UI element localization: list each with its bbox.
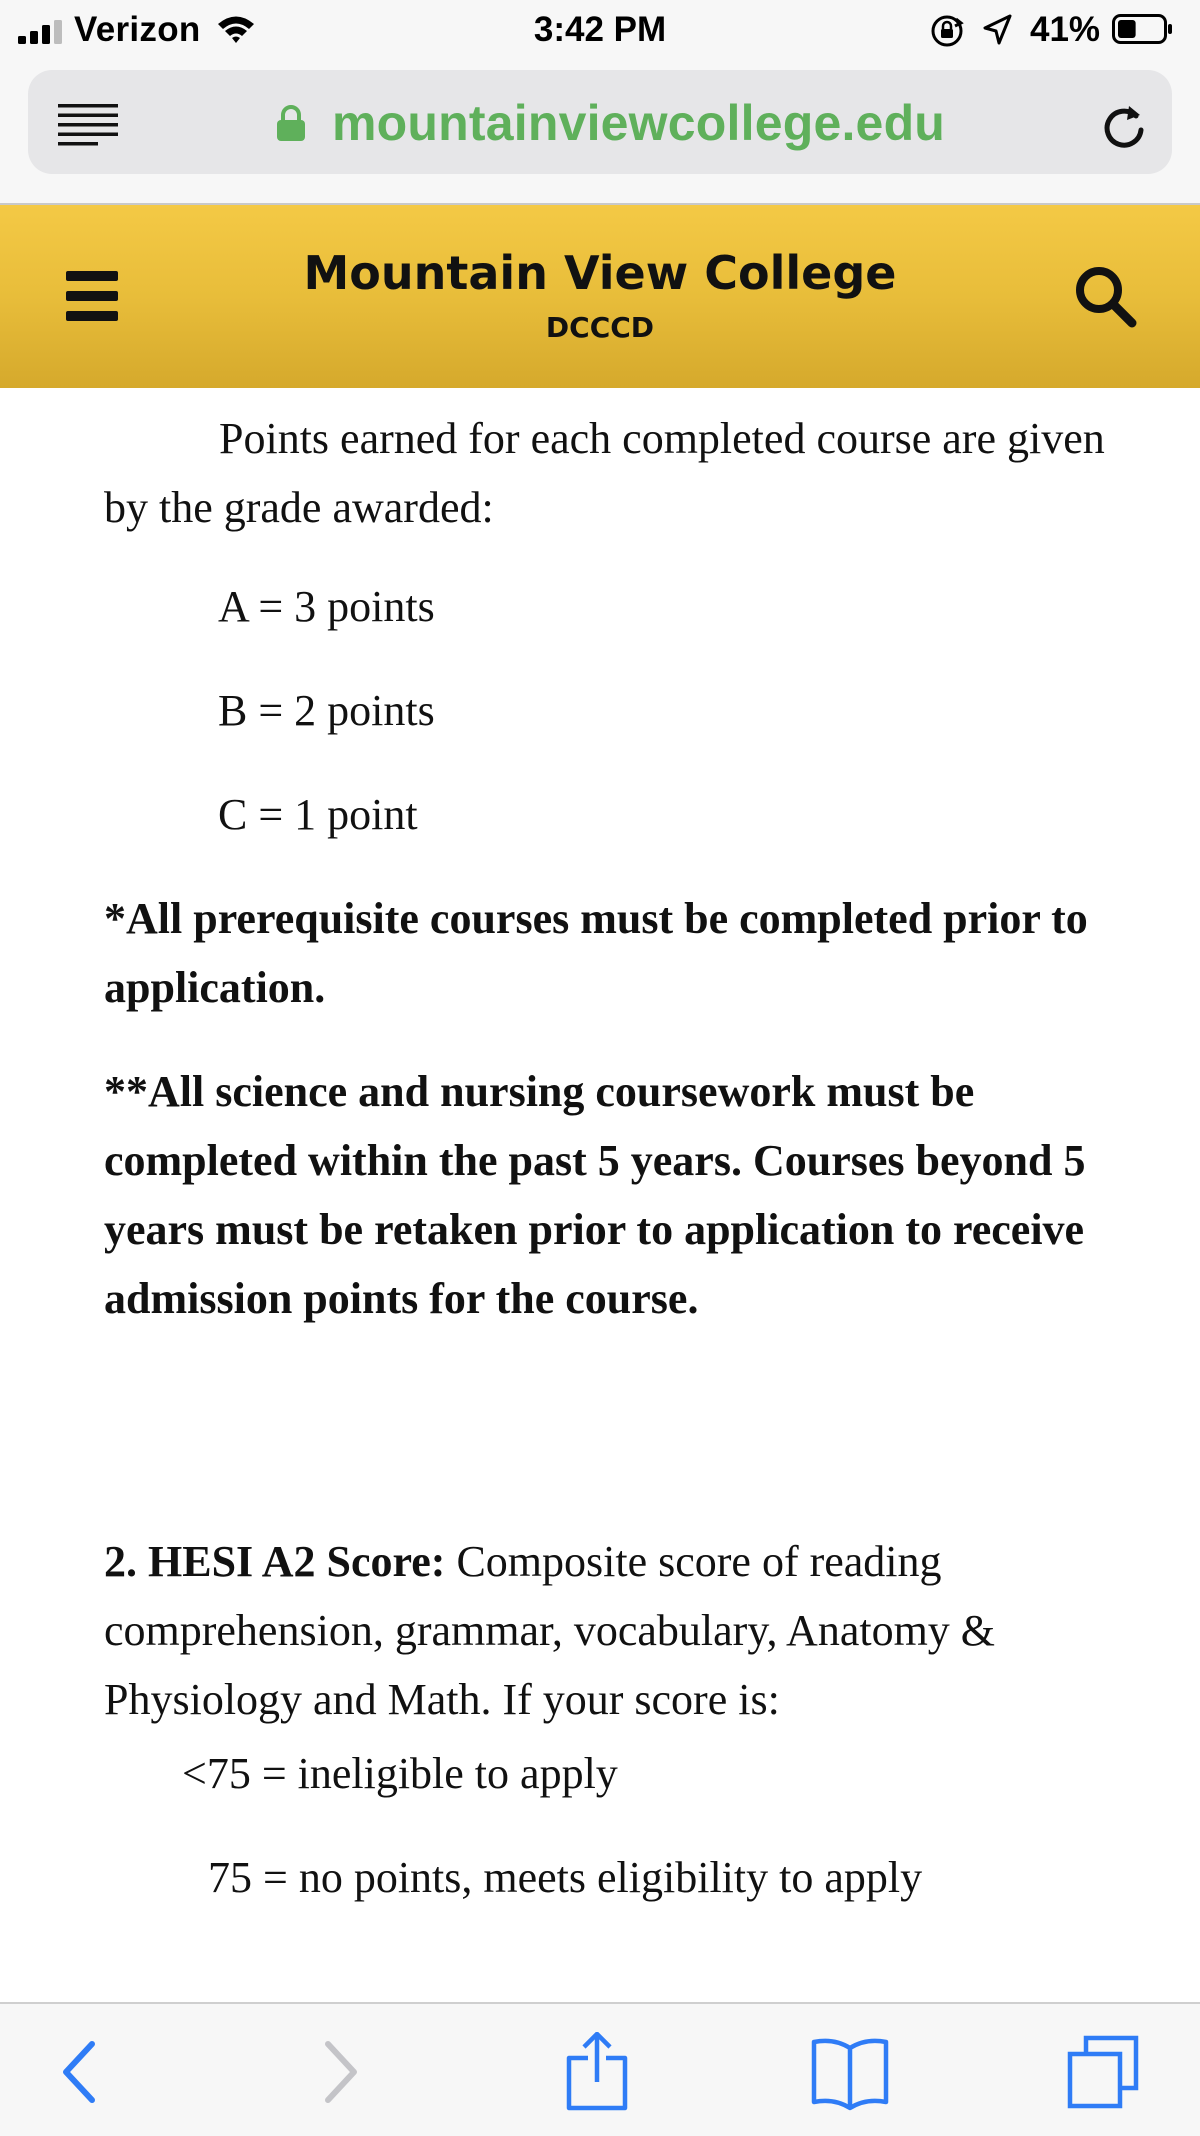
battery-icon bbox=[1112, 14, 1174, 44]
forward-chevron-icon[interactable] bbox=[320, 2032, 364, 2112]
browser-toolbar bbox=[0, 2002, 1200, 2136]
reload-icon[interactable] bbox=[1098, 100, 1150, 152]
location-arrow-icon bbox=[982, 14, 1012, 46]
science-coursework-note: **All science and nursing coursework must be completed within the past 5 years. Courses beyond 5 years must be retaken prior to application to receive admission points for the course. bbox=[104, 1067, 1086, 1323]
grade-points-c: C = 1 point bbox=[218, 790, 418, 839]
grade-points-a: A = 3 points bbox=[218, 582, 435, 631]
share-icon[interactable] bbox=[564, 2032, 630, 2112]
points-intro-text: Points earned for each completed course are given by the grade awarded: bbox=[104, 414, 1105, 532]
lock-icon bbox=[276, 104, 306, 142]
grade-points-b: B = 2 points bbox=[218, 686, 435, 735]
reader-view-icon[interactable] bbox=[58, 104, 118, 146]
article-content bbox=[0, 388, 1200, 2002]
rotation-lock-icon bbox=[930, 14, 964, 48]
site-subtitle: DCCCD bbox=[545, 311, 655, 344]
search-icon[interactable] bbox=[1072, 263, 1138, 329]
battery-percent: 41% bbox=[1030, 10, 1101, 49]
address-bar[interactable] bbox=[28, 70, 1172, 174]
browser-chrome bbox=[0, 62, 1200, 205]
back-chevron-icon[interactable] bbox=[56, 2032, 100, 2112]
prerequisite-note: *All prerequisite courses must be completed prior to application. bbox=[104, 894, 1088, 1012]
bookmarks-icon[interactable] bbox=[810, 2032, 890, 2112]
hesi-score-paragraph bbox=[104, 1527, 1114, 1734]
hesi-score-body: Composite score of reading comprehension, grammar, vocabulary, Anatomy & Physiology and Math. If your score is: bbox=[104, 1537, 996, 1724]
hesi-score-heading: 2. HESI A2 Score: bbox=[104, 1537, 446, 1586]
url-text[interactable]: mountainviewcollege.edu bbox=[332, 95, 946, 151]
carrier-name: Verizon bbox=[74, 10, 201, 49]
tabs-icon[interactable] bbox=[1066, 2032, 1142, 2112]
site-title[interactable]: Mountain View College bbox=[303, 246, 897, 300]
hesi-score-ineligible: <75 = ineligible to apply bbox=[182, 1749, 618, 1798]
site-header bbox=[0, 205, 1200, 388]
hesi-score-eligible: 75 = no points, meets eligibility to apply bbox=[208, 1853, 923, 1902]
status-time: 3:42 PM bbox=[533, 10, 667, 49]
status-bar bbox=[0, 0, 1200, 62]
